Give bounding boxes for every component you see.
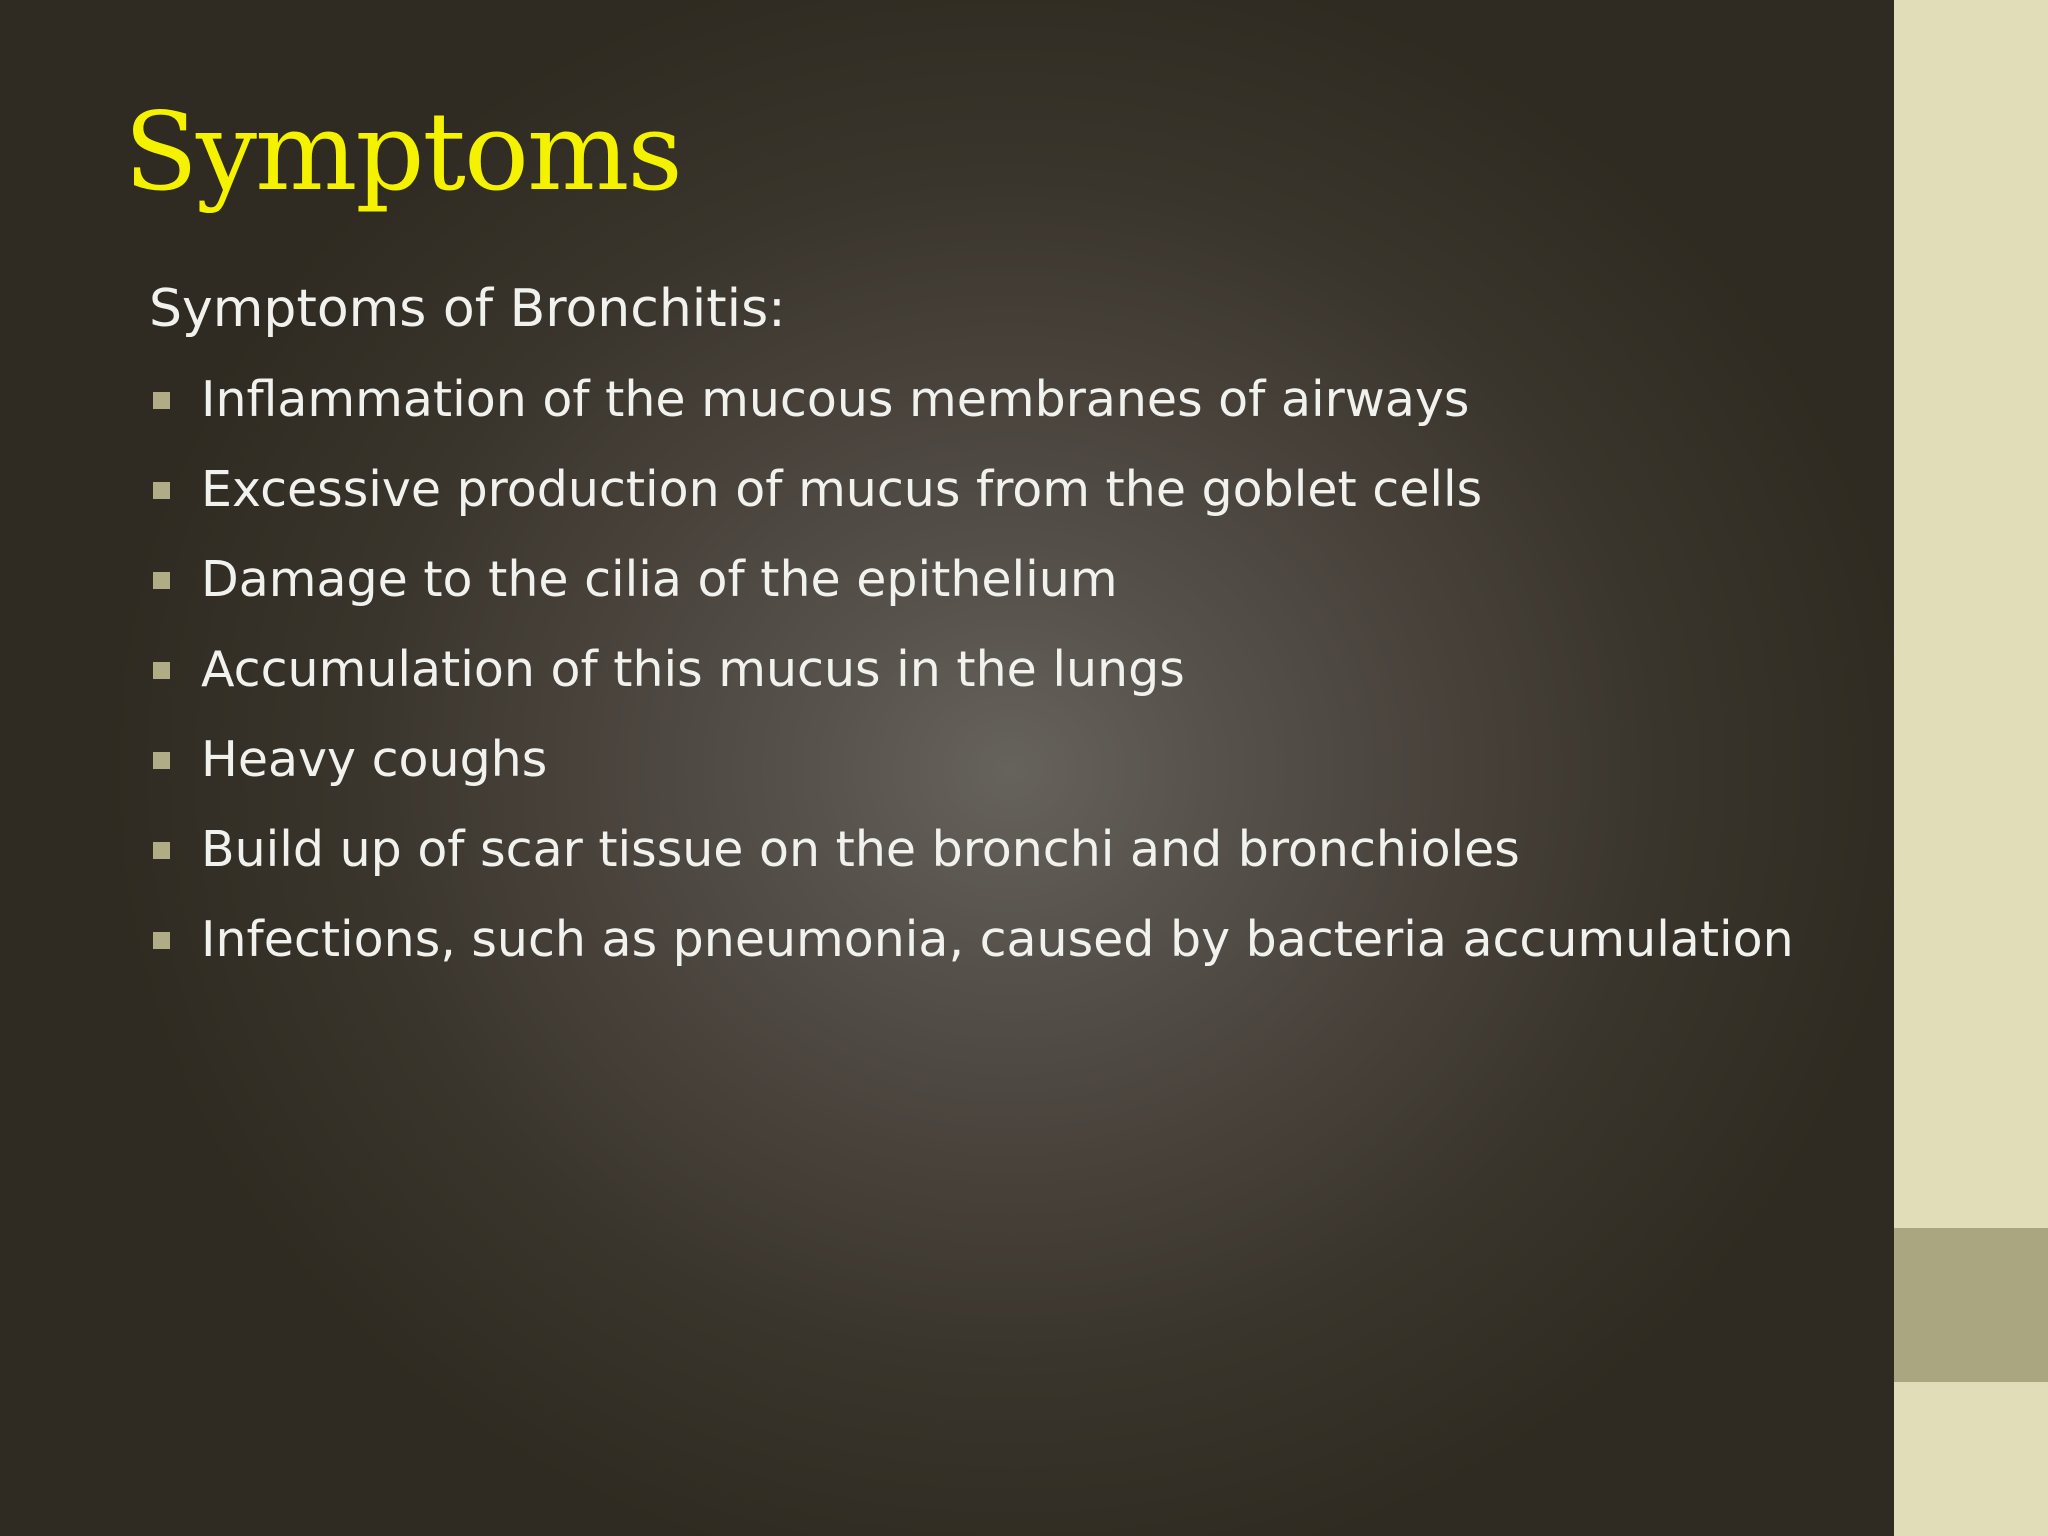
slide-content [149,272,1849,992]
bullet-item [149,362,1849,438]
square-bullet-icon [153,842,170,859]
bullet-text: Infections, such as pneumonia, caused by bacteria accumulation [201,911,1794,968]
bullet-list [149,362,1849,978]
bullet-item [149,722,1849,798]
square-bullet-icon [153,932,170,949]
bullet-item [149,812,1849,888]
bullet-item [149,452,1849,528]
square-bullet-icon [153,752,170,769]
slide-title: Symptoms [124,90,681,215]
square-bullet-icon [153,572,170,589]
bullet-text: Accumulation of this mucus in the lungs [201,641,1185,698]
bullet-item [149,632,1849,708]
square-bullet-icon [153,392,170,409]
square-bullet-icon [153,482,170,499]
bullet-text: Excessive production of mucus from the goblet cells [201,461,1483,518]
bullet-text: Damage to the cilia of the epithelium [201,551,1118,608]
bullet-item [149,542,1849,618]
side-accent-block [1894,1228,2048,1382]
bullet-text: Inflammation of the mucous membranes of airways [201,371,1470,428]
bullet-item [149,902,1849,978]
bullet-text: Heavy coughs [201,731,548,788]
bullet-text: Build up of scar tissue on the bronchi and bronchioles [201,821,1520,878]
intro-text: Symptoms of Bronchitis: [149,279,786,339]
square-bullet-icon [153,662,170,679]
